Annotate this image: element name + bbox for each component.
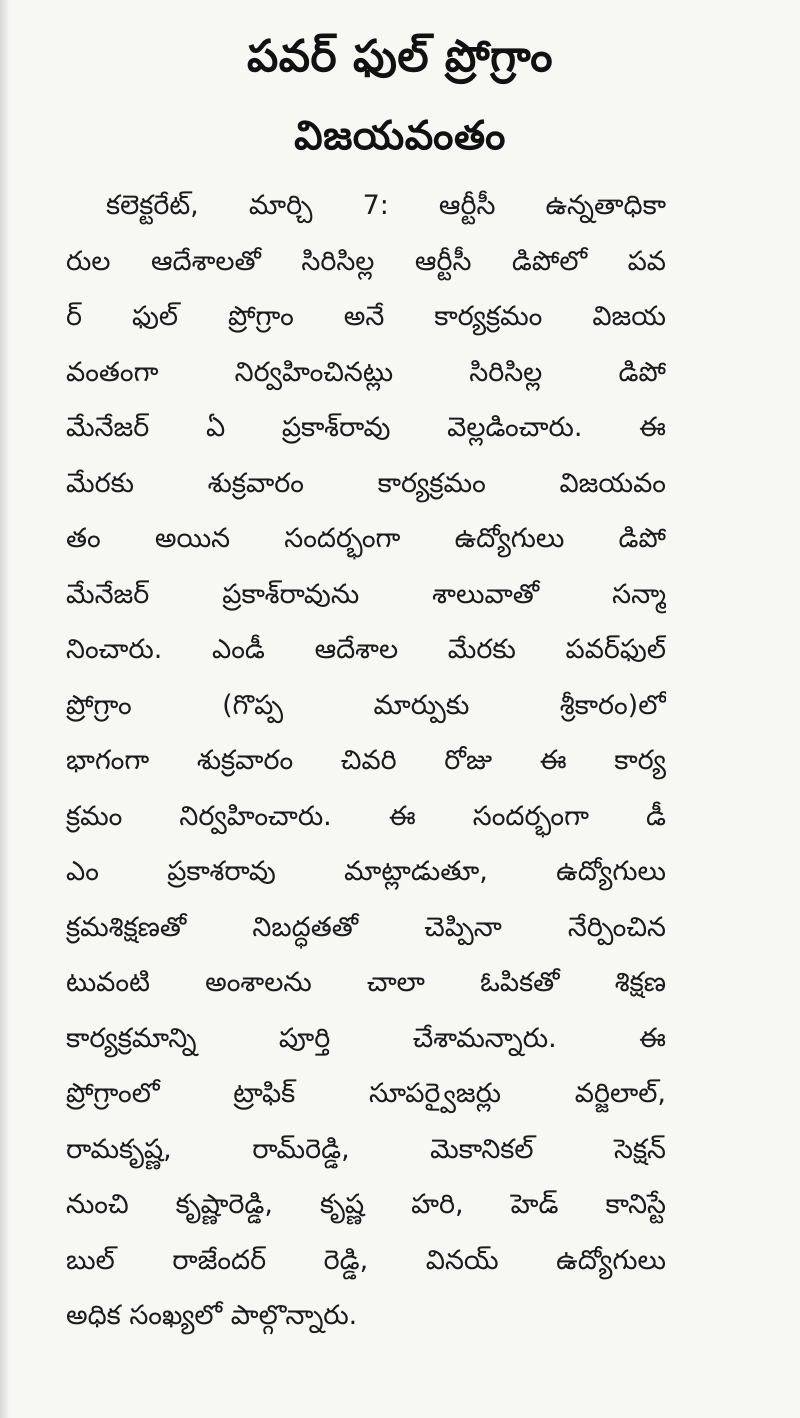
body-line: ఎం ప్రకాశరావు మాట్లాడుతూ, ఉద్యోగులు bbox=[66, 856, 666, 887]
page-edge-shadow bbox=[0, 0, 10, 1418]
headline-line-1: పవర్ ఫుల్ ప్రోగ్రాం bbox=[246, 31, 554, 82]
headline-line-2: విజయవంతం bbox=[294, 113, 506, 159]
body-line: అధిక సంఖ్యలో పాల్గొన్నారు. bbox=[66, 1300, 358, 1331]
article-body bbox=[66, 178, 666, 1344]
body-line: క్రమం నిర్వహించారు. ఈ సందర్భంగా డీ bbox=[66, 800, 666, 832]
body-line: నుంచి కృష్ణారెడ్డి, కృష్ణ హరి, హెడ్ కానిస్టే bbox=[66, 1189, 666, 1220]
body-line: రుల ఆదేశాలతో సిరిసిల్ల ఆర్టీసీ డిపోలో పవ bbox=[66, 245, 666, 277]
body-line: రామకృష్ణ, రామ్‌రెడ్డి, మెకానికల్ సెక్షన్ bbox=[66, 1133, 666, 1165]
body-line: ప్రోగ్రాం (గొప్ప మార్పుకు శ్రీకారం)లో bbox=[66, 689, 666, 721]
body-line: కలెక్టరేట్, మార్చి 7: ఆర్టీసీ ఉన్నతాధికా bbox=[106, 190, 666, 221]
body-line: టువంటి అంశాలను చాలా ఓపికతో శిక్షణ bbox=[66, 967, 666, 998]
body-line: భాగంగా శుక్రవారం చివరి రోజు ఈ కార్య bbox=[66, 745, 666, 776]
body-line: మేనేజర్ ఏ ప్రకాశ్‌రావు వెల్లడించారు. ఈ bbox=[66, 412, 666, 443]
body-line: మేరకు శుక్రవారం కార్యక్రమం విజయవం bbox=[66, 467, 666, 499]
body-line: మేనేజర్ ప్రకాశ్‌రావును శాలువాతో సన్మా bbox=[66, 578, 666, 610]
body-line: తం అయిన సందర్భంగా ఉద్యోగులు డిపో bbox=[66, 523, 666, 554]
body-line: నించారు. ఎండీ ఆదేశాల మేరకు పవర్‌ఫుల్ bbox=[66, 634, 666, 665]
body-line: వంతంగా నిర్వహించినట్లు సిరిసిల్ల డిపో bbox=[66, 356, 666, 388]
body-line: ప్రోగ్రాంలో ట్రాఫిక్ సూపర్వైజర్లు వర్జిలాల్, bbox=[66, 1078, 666, 1109]
body-line: కార్యక్రమాన్ని పూర్తి చేశామన్నారు. ఈ bbox=[66, 1022, 666, 1054]
body-line: క్రమశిక్షణతో నిబద్ధతతో చెప్పినా నేర్పించిన bbox=[66, 911, 666, 943]
body-line: బుల్ రాజేందర్ రెడ్డి, వినయ్ ఉద్యోగులు bbox=[66, 1244, 666, 1276]
body-line: ర్ ఫుల్ ప్రోగ్రాం అనే కార్యక్రమం విజయ bbox=[66, 301, 666, 332]
